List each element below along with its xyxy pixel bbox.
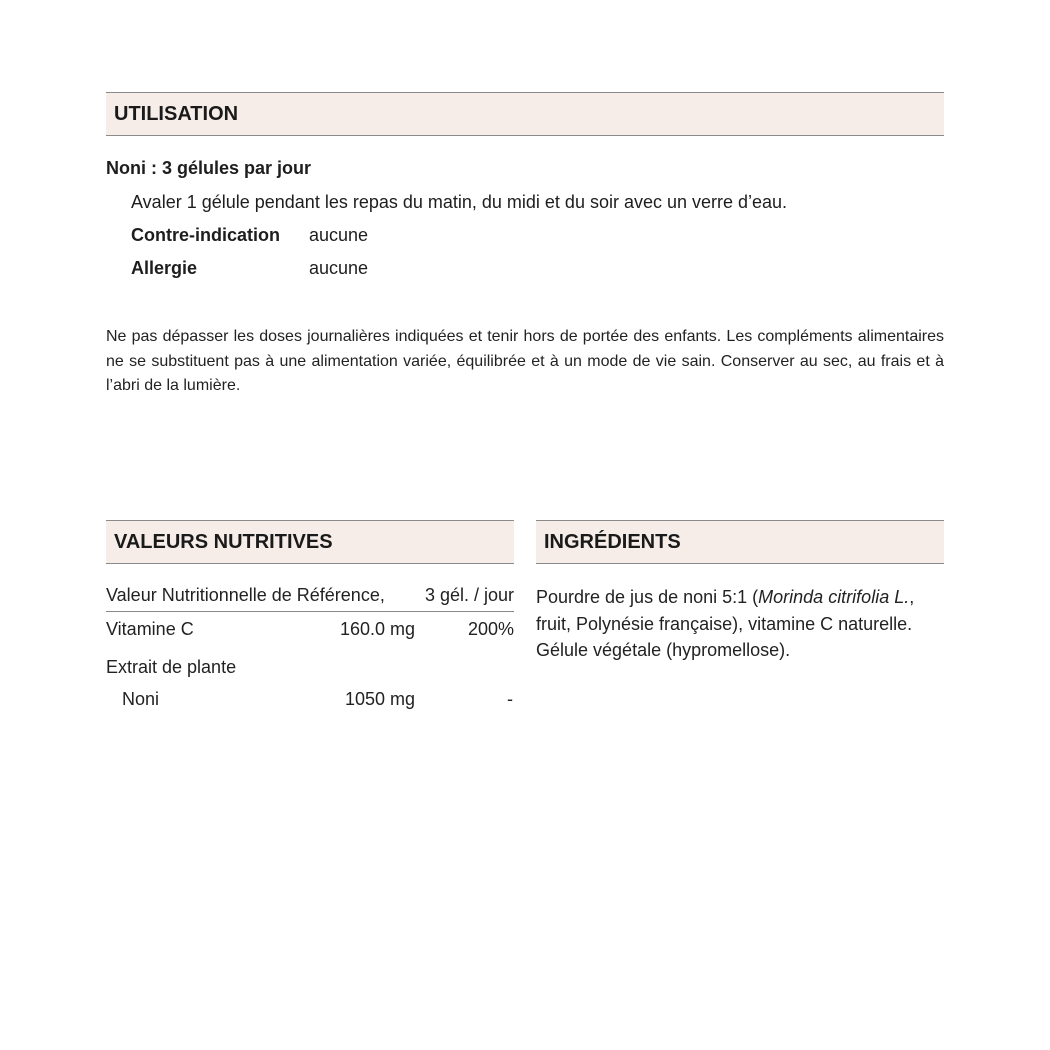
ingredients-section-header [536, 520, 944, 564]
nutrition-section-header [106, 520, 514, 564]
nutrient-name: Vitamine C [106, 619, 194, 639]
contraindication-value: aucune [309, 225, 369, 245]
usage-warning-text: Ne pas dépasser les doses journalières indiquées et tenir hors de portée des enfants. Les compléments alimentaires ne se substituent pas à une alimentation variée, équilibrée et à un mode de vie sain. Conserver au sec, au frais et à l’abri de la lumière. [106, 328, 944, 394]
ingredients-text [536, 584, 946, 664]
nutrient-percent: 200% [467, 619, 514, 639]
dose-title: Noni : 3 gélules par jour [106, 158, 312, 178]
ingredients-latin-name: Morinda citrifolia L. [758, 587, 910, 607]
allergy-value: aucune [309, 258, 369, 278]
plant-extract-percent: - [507, 689, 513, 709]
ingredients-text-after: , fruit, Polynésie française), vitamine C naturelle. Gélule végétale (hypromellose). [536, 587, 915, 660]
nutrition-divider [106, 611, 514, 612]
ingredients-section-title: INGRÉDIENTS [544, 530, 681, 553]
usage-section-header [106, 92, 944, 136]
dose-instruction: Avaler 1 gélule pendant les repas du matin, du midi et du soir avec un verre d’eau. [131, 192, 788, 212]
plant-extract-name: Noni [122, 689, 160, 709]
plant-extract-amount: 1050 mg [344, 689, 415, 709]
usage-section-title: UTILISATION [114, 102, 239, 125]
nutrient-amount: 160.0 mg [339, 619, 415, 639]
nutrition-reference-label: Valeur Nutritionnelle de Référence, [106, 585, 385, 605]
allergy-label: Allergie [131, 258, 198, 278]
plant-extract-heading: Extrait de plante [106, 657, 237, 677]
nutrition-column-header: 3 gél. / jour [424, 585, 514, 605]
contraindication-label: Contre-indication [131, 225, 280, 245]
ingredients-text-before: Pourdre de jus de noni 5:1 ( [536, 587, 759, 607]
nutrition-section-title: VALEURS NUTRITIVES [114, 530, 333, 553]
